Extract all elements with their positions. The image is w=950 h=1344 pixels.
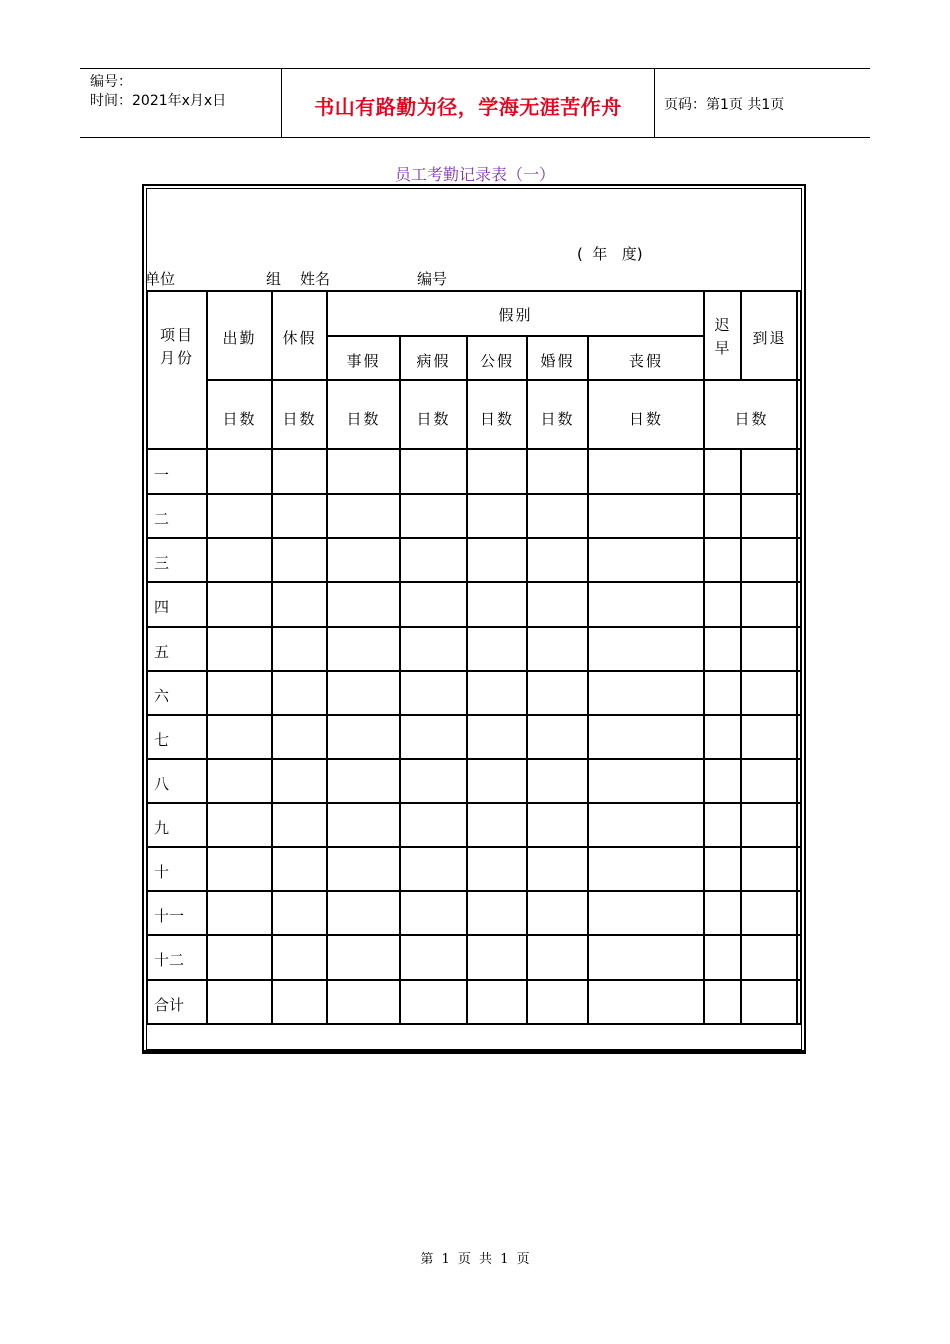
motto: 书山有路勤为径，学海无涯苦作舟 [314, 95, 622, 119]
days-label: 日数 [282, 410, 317, 428]
grid-line [466, 336, 468, 1025]
year-label: ( 年 度) [577, 245, 643, 263]
page-info: 页码：第1页 共1页 [664, 97, 785, 113]
header-divider [654, 69, 655, 137]
month-label: 六 [154, 687, 170, 705]
grid-line [526, 336, 528, 1025]
days-label: 日数 [479, 410, 514, 428]
grid-line [327, 335, 705, 337]
grid-line [206, 290, 208, 1025]
grid-line [740, 449, 742, 1025]
marriage-leave-header: 婚假 [540, 352, 575, 370]
late-early-header: 迟 早 [714, 316, 732, 357]
days-label: 日数 [734, 410, 769, 428]
page-footer: 第 1 页 共 1 页 [420, 1252, 530, 1267]
arrive-leave-header: 到退 [752, 329, 787, 347]
month-label: 一 [154, 466, 170, 484]
document-title: 员工考勤记录表（一） [394, 165, 555, 184]
days-label: 日数 [222, 410, 257, 428]
days-label: 日数 [416, 410, 451, 428]
month-label: 四 [154, 598, 170, 616]
time-label: 时间：2021年x月x日 [90, 93, 227, 109]
grid-line [326, 290, 328, 1025]
leave-type-header: 假别 [498, 306, 533, 324]
days-label: 日数 [540, 410, 575, 428]
document-header [80, 68, 870, 138]
month-label: 十二 [154, 951, 185, 969]
grid-line [587, 336, 589, 1025]
grid-line [146, 290, 148, 1025]
header-meta [90, 73, 226, 111]
grid-line [796, 290, 798, 1025]
personal-leave-header: 事假 [346, 352, 381, 370]
grid-line [703, 290, 705, 1025]
month-label: 十一 [154, 907, 185, 925]
grid-line [206, 379, 802, 381]
month-label: 八 [154, 775, 170, 793]
month-label: 三 [154, 554, 170, 572]
rest-header: 休假 [282, 329, 317, 347]
sick-leave-header: 病假 [416, 352, 451, 370]
name-label: 姓名 [300, 270, 331, 288]
employee-number-label: 编号 [417, 270, 448, 288]
days-label: 日数 [628, 410, 663, 428]
month-label: 二 [154, 510, 170, 528]
days-label: 日数 [346, 410, 381, 428]
group-label: 组 [266, 270, 282, 288]
grid-line [142, 1050, 806, 1052]
total-label: 合计 [154, 996, 185, 1014]
bereavement-leave-header: 丧假 [628, 352, 663, 370]
month-label: 九 [154, 819, 170, 837]
grid-line [800, 290, 802, 1025]
official-leave-header: 公假 [479, 352, 514, 370]
grid-line [399, 336, 401, 1025]
number-label: 编号： [90, 74, 132, 90]
unit-label: 单位 [145, 270, 176, 288]
month-label: 十 [154, 863, 170, 881]
attendance-header: 出勤 [222, 329, 257, 347]
month-label: 七 [154, 731, 170, 749]
item-month-header: 项目 月份 [159, 326, 194, 367]
month-label: 五 [154, 643, 170, 661]
grid-line [271, 290, 273, 1025]
